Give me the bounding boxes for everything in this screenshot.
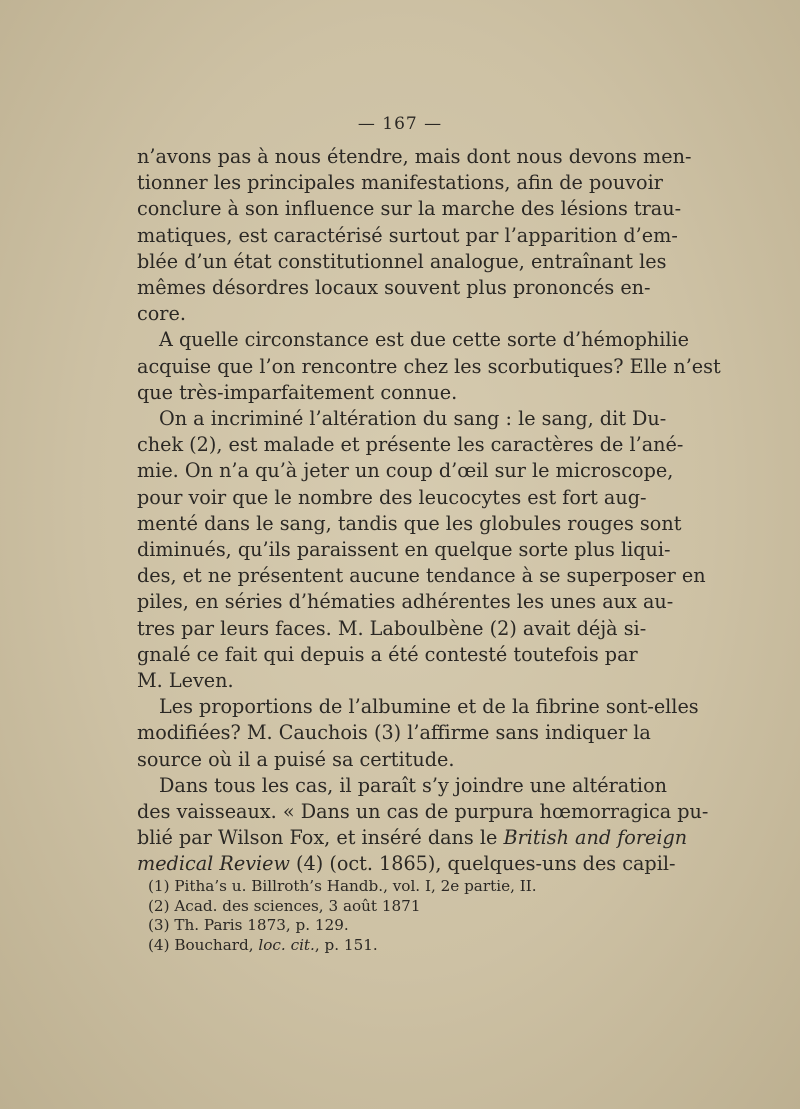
text-line: n’avons pas à nous étendre, mais dont nous devons men- — [137, 145, 692, 168]
text-line — [137, 825, 688, 851]
paragraph-3 — [137, 406, 706, 694]
paragraph-1 — [137, 144, 692, 327]
text-span: , p. 151. — [314, 935, 378, 954]
paragraph-5 — [137, 773, 709, 878]
text-line: A quelle circonstance est due cette sorte d’hémophilie — [159, 328, 690, 352]
text-line: des vaisseaux. « Dans un cas de purpura hœmorragica pu- — [137, 800, 709, 824]
text-line: conclure à son influence sur la marche des lésions trau- — [137, 197, 682, 221]
text-line: tionner les principales manifestations, afin de pouvoir — [137, 171, 663, 195]
footnote-3: (3) Th. Paris 1873, p. 129. — [148, 916, 349, 934]
text-line: diminués, qu’ils paraissent en quelque sorte plus liqui- — [137, 538, 671, 562]
paragraph-2 — [137, 327, 721, 406]
body-text — [137, 144, 721, 878]
text-line — [137, 851, 676, 877]
text-line: modifiées? M. Cauchois (3) l’affirme sans indiquer la — [137, 721, 651, 745]
text-line: mêmes désordres locaux souvent plus prononcés en- — [137, 276, 651, 300]
text-line: matiques, est caractérisé surtout par l’apparition d’em- — [137, 223, 678, 247]
text-line: piles, en séries d’hématies adhérentes les unes aux au- — [137, 590, 674, 614]
italic-abbrev: loc. cit. — [258, 935, 315, 954]
text-line: core. — [137, 302, 186, 326]
page-number: — 167 — — [357, 114, 443, 134]
text-line: des, et ne présentent aucune tendance à se superposer en — [137, 564, 706, 588]
text-line: M. Leven. — [137, 669, 234, 693]
text-span: (4) Bouchard, — [148, 935, 259, 954]
footnotes — [148, 877, 618, 955]
text-line: pour voir que le nombre des leucocytes est fort aug- — [137, 485, 647, 509]
footnote-1: (1) Pitha’s u. Billroth’s Handb., vol. I, 2e partie, II. — [148, 877, 537, 895]
text-line: menté dans le sang, tandis que les globules rouges sont — [137, 511, 682, 535]
text-line: gnalé ce fait qui depuis a été contesté toutefois par — [137, 642, 638, 666]
text-line: que très-imparfaitement connue. — [137, 380, 458, 404]
text-line: Dans tous les cas, il paraît s’y joindre une altération — [159, 773, 667, 797]
italic-title: medical Review — [137, 852, 290, 876]
footnote-2: (2) Acad. des sciences, 3 août 1871 — [148, 896, 421, 915]
text-line: Les proportions de l’albumine et de la fibrine sont-elles — [159, 695, 699, 719]
text-span: blié par Wilson Fox, et inséré dans le — [137, 826, 504, 850]
text-line: blée d’un état constitutionnel analogue, entraînant les — [137, 249, 667, 273]
text-line: On a incriminé l’altération du sang : le sang, dit Du- — [159, 407, 667, 431]
paragraph-4 — [137, 694, 699, 773]
text-line: tres par leurs faces. M. Laboulbène (2) avait déjà si- — [137, 616, 647, 640]
text-line: mie. On n’a qu’à jeter un coup d’œil sur le microscope, — [137, 459, 674, 483]
footnote-4 — [148, 936, 618, 956]
text-line: acquise que l’on rencontre chez les scorbutiques? Elle n’est — [137, 354, 721, 378]
italic-title: British and foreign — [503, 826, 688, 850]
text-line: source où il a puisé sa certitude. — [137, 747, 455, 771]
text-span: (4) (oct. 1865), quelques-uns des capil- — [289, 852, 676, 876]
text-line: chek (2), est malade et présente les caractères de l’ané- — [137, 433, 684, 457]
